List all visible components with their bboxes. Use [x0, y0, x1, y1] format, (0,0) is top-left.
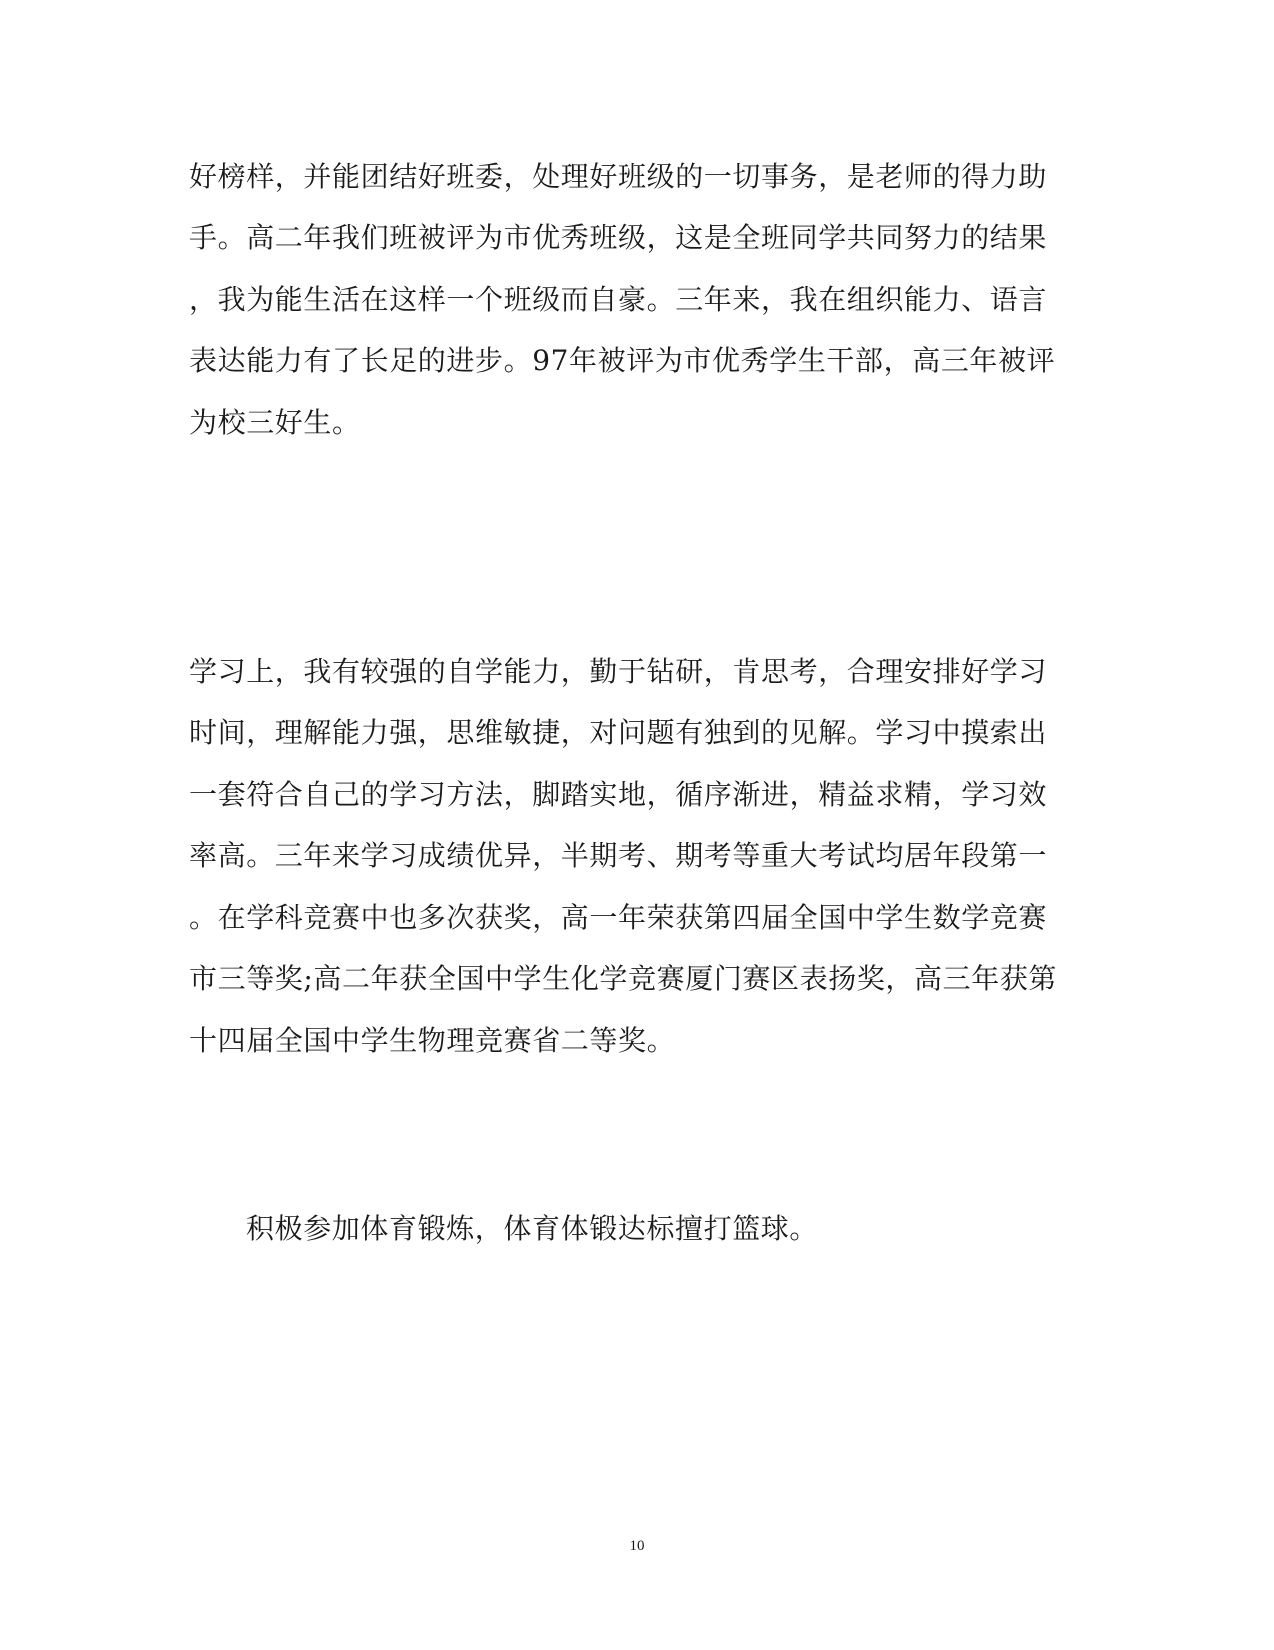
text-line: 学习上，我有较强的自学能力，勤于钻研，肯思考，合理安排好学习 — [189, 655, 1048, 688]
text-line: 积极参加体育锻炼，体育体锻达标擅打篮球。 — [246, 1212, 819, 1245]
text-line: 一套符合自己的学习方法，脚踏实地，循序渐进，精益求精，学习效 — [189, 778, 1048, 811]
text-line: 市三等奖;高二年获全国中学生化学竞赛厦门赛区表扬奖，高三年获第 — [189, 962, 1058, 995]
text-line: ，我为能生活在这样一个班级而自豪。三年来，我在组织能力、语言 — [189, 283, 1048, 316]
text-line: 好榜样，并能团结好班委，处理好班级的一切事务，是老师的得力助 — [189, 160, 1048, 193]
text-line: 时间，理解能力强，思维敏捷，对问题有独到的见解。学习中摸索出 — [189, 716, 1048, 749]
text-line: 十四届全国中学生物理竞赛省二等奖。 — [189, 1024, 676, 1057]
text-line: 。在学科竞赛中也多次获奖，高一年荣获第四届全国中学生数学竞赛 — [189, 901, 1048, 934]
text-line: 为校三好生。 — [189, 406, 361, 439]
text-line: 手。高二年我们班被评为市优秀班级，这是全班同学共同努力的结果 — [189, 221, 1048, 254]
paragraph-study — [189, 655, 1089, 1055]
paragraph-class-leadership — [189, 160, 1089, 460]
text-line: 率高。三年来学习成绩优异，半期考、期考等重大考试均居年段第一 — [189, 839, 1048, 872]
paragraph-sports — [246, 1212, 1146, 1252]
text-line: 表达能力有了长足的进步。97年被评为市优秀学生干部，高三年被评 — [189, 344, 1056, 377]
page-number: 10 — [629, 1538, 645, 1554]
